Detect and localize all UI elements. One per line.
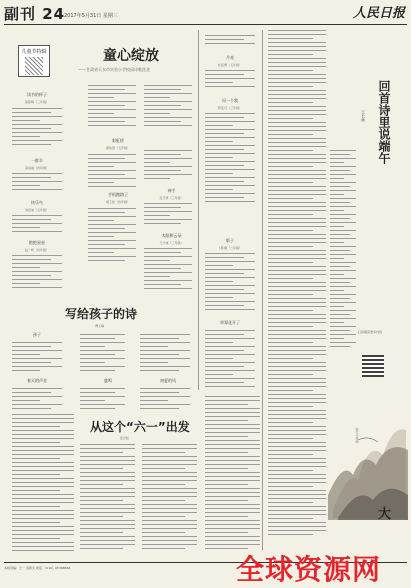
page-footer: 本版责编：王一 袁新文 电话：（010）65368866 [4, 566, 71, 570]
poem-body [205, 330, 255, 392]
poem-body [205, 35, 255, 49]
feature-title-june-first: 从这个“六一”出发 [90, 420, 190, 434]
feature-subtitle: ——甘肃省天水市实验小学校园诗歌选登 [78, 67, 150, 72]
poem-body [144, 203, 192, 229]
poem-body [88, 85, 136, 131]
poem-body [140, 334, 190, 378]
newspaper-logo: 人民日报 [352, 6, 405, 21]
poem-body [205, 70, 255, 94]
poem-title: 太阳和云朵 [161, 233, 182, 238]
poem-title: 影子 [226, 238, 234, 243]
page-header [0, 0, 411, 24]
painting-caption: 张大千作品 [355, 428, 359, 443]
article-body-duanwu [330, 150, 356, 350]
poem-body [144, 150, 192, 184]
poem-title: 问一个我 [222, 98, 238, 103]
poem-title: 鹿鸣 [104, 378, 112, 383]
poem-body [144, 85, 192, 131]
poem-title: 春天的声音 [27, 378, 47, 383]
article-body [205, 396, 260, 554]
poem-author: 杜钰博（五年级） [217, 63, 242, 67]
poem-body [88, 208, 136, 266]
side-article-author: 王长林 [361, 110, 366, 122]
poem-body [12, 215, 62, 237]
column-divider [262, 30, 263, 550]
poem-body [12, 342, 62, 374]
side-article-title: 回首诗里说端午 [377, 80, 391, 164]
poem-author: 高阳嫣（三年级） [24, 100, 49, 104]
article-body [80, 444, 135, 554]
feature-author: 张洪虹 [120, 436, 130, 440]
poem-body [88, 154, 136, 190]
poem-author: 郝依萱（五年级） [105, 146, 130, 150]
poem-body [12, 388, 62, 414]
signature: 大 [378, 507, 392, 522]
poem-author: 胡王欣（四年级） [105, 200, 130, 204]
poem-body [12, 108, 62, 150]
qr-code-icon[interactable] [362, 355, 384, 377]
poem-author: 卜陈瀚（二年级） [217, 246, 242, 250]
badge-label: 儿童节特辑 [21, 49, 47, 55]
poem-title: 读书的样子 [27, 92, 47, 97]
poem-title: 抱抱星星 [29, 240, 45, 245]
poem-body [80, 334, 125, 378]
poem-body [205, 113, 255, 209]
poem-title: 手机跑路了 [108, 192, 128, 197]
feature-badge [18, 45, 50, 77]
poem-title: 孩子 [33, 332, 41, 337]
poem-title: 草莓花开了 [220, 320, 240, 325]
poem-body [205, 253, 255, 315]
landscape-painting [328, 400, 408, 520]
article-body-left [12, 414, 74, 554]
qr-label: 扫码阅读更多内容 [358, 330, 383, 334]
issue-date: 2017年5月31日 星期三 [64, 13, 118, 19]
header-rule [4, 24, 407, 25]
poem-body [144, 248, 192, 294]
watermark: 全球资源网 [236, 553, 382, 586]
poem-author: 张子妍（三年级） [159, 196, 184, 200]
column-divider [198, 30, 199, 390]
badge-art-icon [25, 57, 43, 75]
poem-author: 赵一鸣（四年级） [24, 248, 49, 252]
poem-title: 一群羊 [31, 158, 43, 163]
poem-title: 快乐鸟 [31, 200, 43, 205]
feature-title-tongxin: 童心绽放 [103, 48, 159, 64]
section-title: 副刊 24 [4, 5, 66, 23]
poem-body [80, 388, 125, 414]
poem-title: 初夏的风 [160, 378, 176, 383]
poem-body [12, 173, 62, 195]
poem-author: 王子彧（三年级） [159, 241, 184, 245]
poem-author: 刘宸旭（五年级） [24, 208, 49, 212]
poem-author: 高雨涵（四年级） [24, 166, 49, 170]
article-body-duanwu [268, 30, 326, 550]
poem-author: 陈奕可（三年级） [217, 106, 242, 110]
poem-title: 神手 [167, 188, 176, 193]
article-body [142, 444, 197, 554]
poem-body [12, 255, 62, 295]
poem-body [140, 388, 190, 414]
poem-title: 月亮 [226, 55, 234, 60]
feature-author: 傅天琳 [95, 324, 105, 328]
poem-title: 彩虹桥 [112, 138, 124, 143]
feature-title-poems-for-children: 写给孩子的诗 [65, 307, 138, 321]
